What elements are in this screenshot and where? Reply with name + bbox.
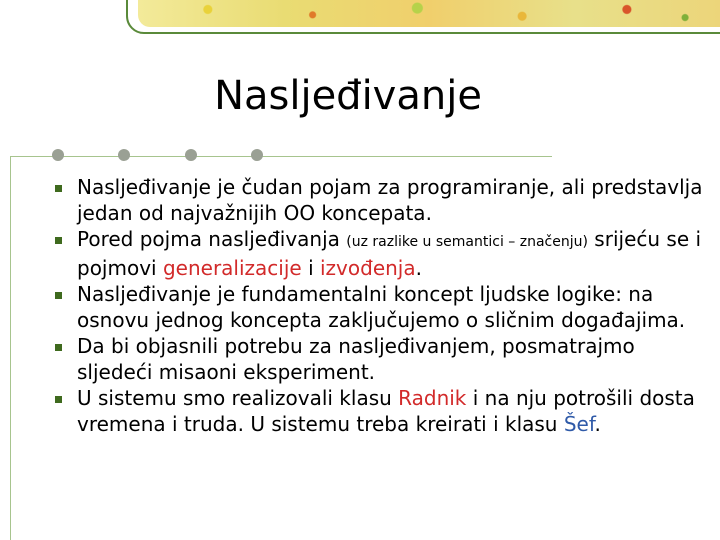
bullet-item: [55, 333, 705, 385]
bullet-text: i na nju potrošili dosta vremena i truda. U sistemu treba kreirati i klasu: [77, 386, 695, 436]
bullet-text: srijeću se i pojmovi: [77, 227, 702, 280]
header-banner-image: [138, 0, 720, 27]
highlight-term: izvođenja: [320, 256, 416, 280]
bullet-text: Nasljeđivanje je čudan pojam za programiranje, ali predstavlja jedan od najvažnijih OO koncepata.: [77, 175, 703, 225]
bullet-text: Nasljeđivanje je fundamentalni koncept ljudske logike: na osnovu jednog koncepta zaključujemo o sličnim događajima.: [77, 282, 686, 332]
divider-dot: [118, 149, 130, 161]
class-name-sef: Šef: [563, 412, 595, 436]
bullet-item: [55, 385, 705, 437]
divider-dot: [251, 149, 263, 161]
bullet-text: .: [415, 256, 422, 280]
bullet-text: U sistemu smo realizovali klasu: [77, 386, 399, 410]
class-name-radnik: Radnik: [398, 386, 467, 410]
divider-dot: [185, 149, 197, 161]
bullet-item: [55, 226, 705, 281]
square-bullet-icon: [55, 185, 62, 192]
square-bullet-icon: [55, 292, 62, 299]
bullet-list: [55, 174, 705, 437]
bullet-item: [55, 174, 705, 226]
square-bullet-icon: [55, 237, 62, 244]
bullet-text: i: [301, 256, 320, 280]
divider-dot: [52, 149, 64, 161]
slide-title: Nasljeđivanje: [214, 73, 482, 119]
title-divider: [10, 156, 552, 157]
left-border-line: [10, 156, 11, 540]
highlight-term: generalizacije: [162, 256, 302, 280]
bullet-text: Pored pojma nasljeđivanja: [77, 227, 347, 251]
bullet-text: .: [594, 412, 601, 436]
square-bullet-icon: [55, 344, 62, 351]
bullet-note: (uz razlike u semantici – značenju): [346, 234, 588, 250]
square-bullet-icon: [55, 396, 62, 403]
bullet-text: Da bi objasnili potrebu za nasljeđivanjem, posmatrajmo sljedeći misaoni eksperiment.: [77, 334, 635, 384]
bullet-item: [55, 281, 705, 333]
